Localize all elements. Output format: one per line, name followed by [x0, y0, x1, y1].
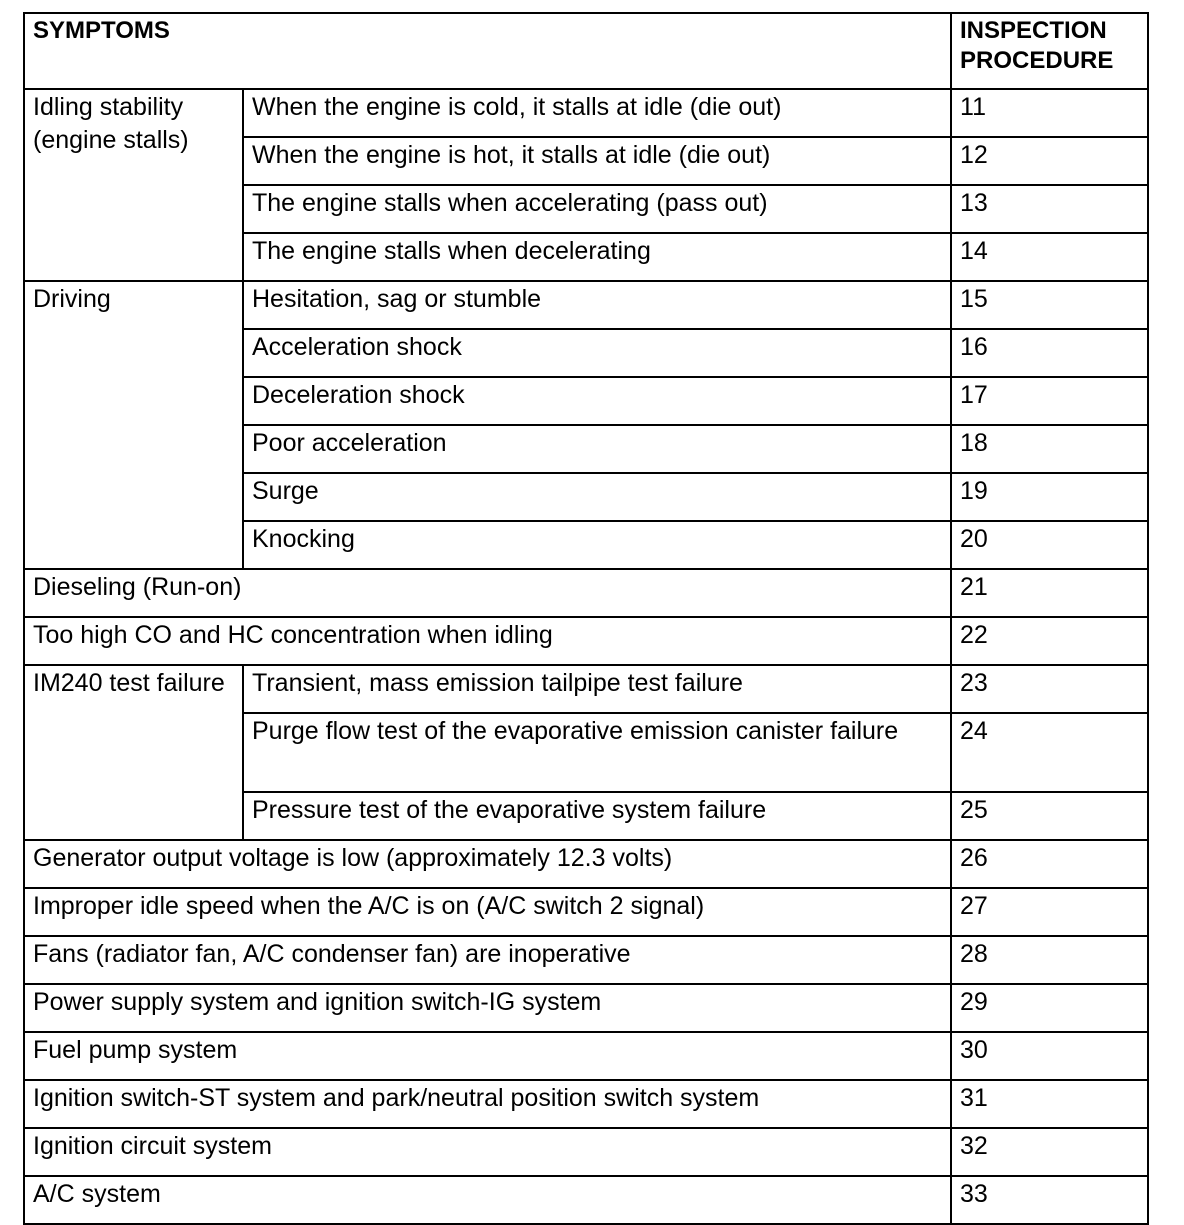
procedure-cell: 21 — [951, 569, 1148, 617]
procedure-cell: 33 — [951, 1176, 1148, 1224]
procedure-cell: 27 — [951, 888, 1148, 936]
symptom-cell: Deceleration shock — [243, 377, 951, 425]
symptom-cell: Surge — [243, 473, 951, 521]
symptom-cell: Acceleration shock — [243, 329, 951, 377]
symptom-cell: Hesitation, sag or stumble — [243, 281, 951, 329]
table-row — [24, 1128, 1148, 1176]
procedure-cell: 17 — [951, 377, 1148, 425]
symptom-cell: Fans (radiator fan, A/C condenser fan) are inoperative — [24, 936, 951, 984]
symptoms-header: SYMPTOMS — [24, 13, 951, 89]
procedure-cell: 20 — [951, 521, 1148, 569]
procedure-cell: 30 — [951, 1032, 1148, 1080]
symptom-cell: Dieseling (Run-on) — [24, 569, 951, 617]
symptom-cell: The engine stalls when decelerating — [243, 233, 951, 281]
procedure-cell: 19 — [951, 473, 1148, 521]
table-row — [24, 888, 1148, 936]
group-label-im240: IM240 test failure — [24, 665, 243, 840]
table-row — [24, 1032, 1148, 1080]
table-row — [24, 984, 1148, 1032]
symptom-cell: Poor acceleration — [243, 425, 951, 473]
procedure-cell: 23 — [951, 665, 1148, 713]
symptom-procedure-table — [23, 12, 1149, 1225]
symptom-cell: Purge flow test of the evaporative emission canister failure — [243, 713, 951, 792]
table-row — [24, 569, 1148, 617]
procedure-cell: 14 — [951, 233, 1148, 281]
table-row — [24, 89, 1148, 137]
procedure-cell: 28 — [951, 936, 1148, 984]
procedure-cell: 18 — [951, 425, 1148, 473]
table-row — [24, 840, 1148, 888]
table-row — [24, 665, 1148, 713]
group-label-driving: Driving — [24, 281, 243, 569]
procedure-cell: 15 — [951, 281, 1148, 329]
symptom-cell: Fuel pump system — [24, 1032, 951, 1080]
procedure-cell: 26 — [951, 840, 1148, 888]
symptom-cell: Too high CO and HC concentration when idling — [24, 617, 951, 665]
table-row — [24, 281, 1148, 329]
procedure-cell: 31 — [951, 1080, 1148, 1128]
procedure-cell: 13 — [951, 185, 1148, 233]
table-row — [24, 1176, 1148, 1224]
symptom-cell: When the engine is hot, it stalls at idle (die out) — [243, 137, 951, 185]
symptom-cell: Power supply system and ignition switch-IG system — [24, 984, 951, 1032]
procedure-cell: 16 — [951, 329, 1148, 377]
table-row — [24, 617, 1148, 665]
symptom-cell: Ignition switch-ST system and park/neutral position switch system — [24, 1080, 951, 1128]
procedure-cell: 11 — [951, 89, 1148, 137]
procedure-cell: 25 — [951, 792, 1148, 840]
symptom-cell: The engine stalls when accelerating (pass out) — [243, 185, 951, 233]
group-label-idling: Idling stability (engine stalls) — [24, 89, 243, 281]
symptom-cell: Ignition circuit system — [24, 1128, 951, 1176]
table-row — [24, 936, 1148, 984]
inspection-procedure-header: INSPECTION PROCEDURE — [951, 13, 1148, 89]
procedure-cell: 32 — [951, 1128, 1148, 1176]
symptom-cell: Knocking — [243, 521, 951, 569]
procedure-cell: 22 — [951, 617, 1148, 665]
procedure-cell: 12 — [951, 137, 1148, 185]
symptom-cell: Pressure test of the evaporative system failure — [243, 792, 951, 840]
table-row — [24, 1080, 1148, 1128]
symptom-cell: A/C system — [24, 1176, 951, 1224]
procedure-cell: 29 — [951, 984, 1148, 1032]
symptom-cell: Generator output voltage is low (approximately 12.3 volts) — [24, 840, 951, 888]
symptom-cell: When the engine is cold, it stalls at idle (die out) — [243, 89, 951, 137]
symptom-cell: Transient, mass emission tailpipe test failure — [243, 665, 951, 713]
symptom-cell: Improper idle speed when the A/C is on (A/C switch 2 signal) — [24, 888, 951, 936]
table-header-row — [24, 13, 1148, 89]
procedure-cell: 24 — [951, 713, 1148, 792]
